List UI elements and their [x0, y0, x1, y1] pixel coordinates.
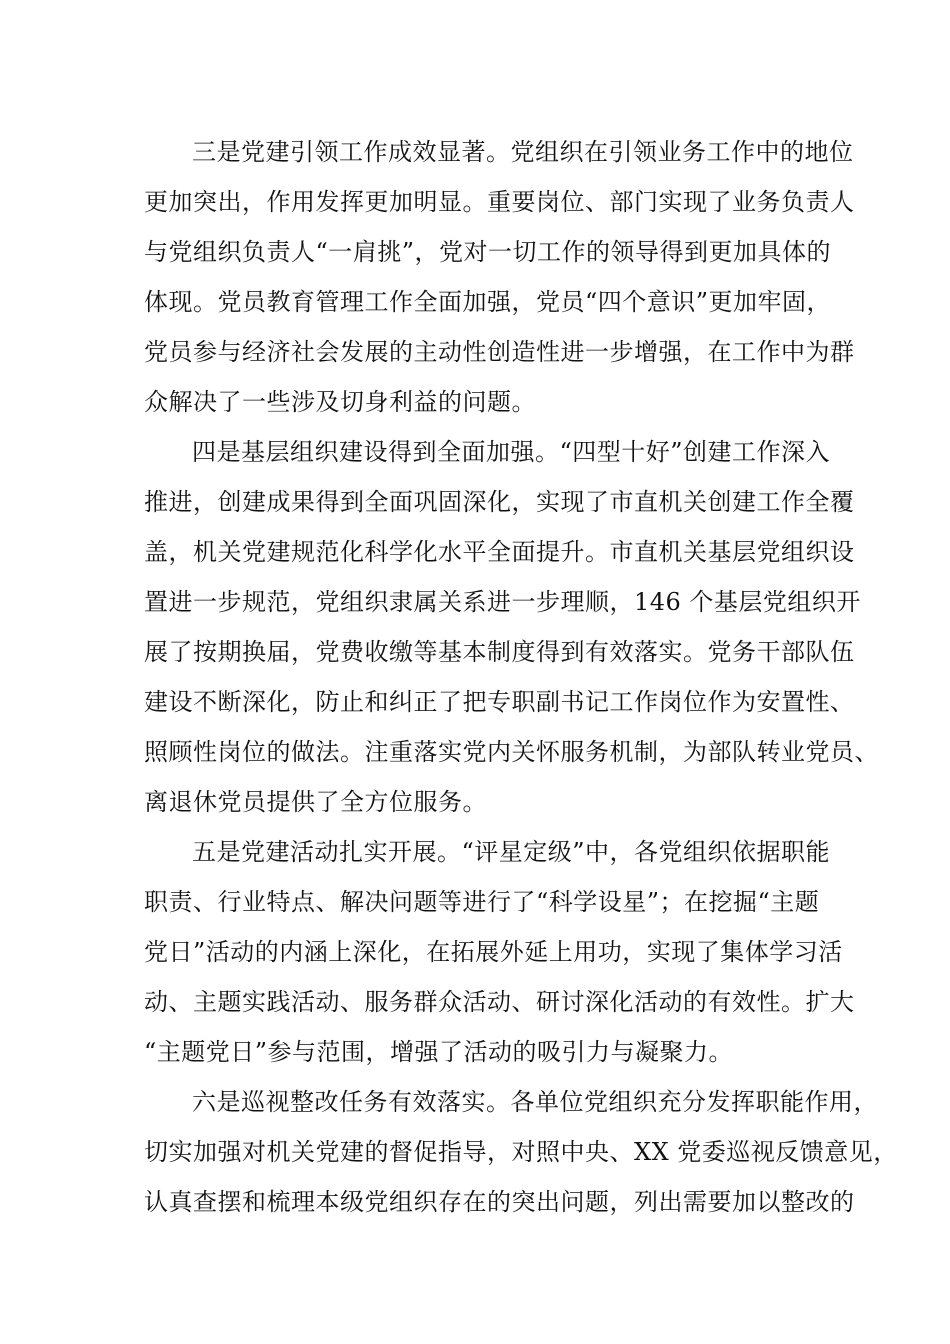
text-line: 推进，创建成果得到全面巩固深化，实现了市直机关创建工作全覆 [144, 488, 855, 516]
text-line: 离退休党员提供了全方位服务。 [144, 788, 487, 816]
paragraph-3 [144, 827, 855, 1077]
text-line: 党员参与经济社会发展的主动性创造性进一步增强，在工作中为群 [144, 338, 855, 366]
text-line: 认真查摆和梳理本级党组织存在的突出问题，列出需要加以整改的 [144, 1188, 855, 1216]
paragraph-4 [144, 1077, 898, 1227]
text-line: “主题党日”参与范围，增强了活动的吸引力与凝聚力。 [144, 1038, 734, 1066]
document-body [144, 127, 898, 1227]
text-line: 职责、行业特点、解决问题等进行了“科学设星”；在挖掘“主题 [144, 888, 820, 916]
text-line: 动、主题实践活动、服务群众活动、研讨深化活动的有效性。扩大 [144, 988, 855, 1016]
text-line: 党日”活动的内涵上深化，在拓展外延上用功，实现了集体学习活 [144, 938, 843, 966]
text-line: 四是基层组织建设得到全面加强。“四型十好”创建工作深入 [192, 438, 831, 466]
text-line: 展了按期换届，党费收缴等基本制度得到有效落实。党务干部队伍 [144, 638, 855, 666]
text-line: 与党组织负责人“一肩挑”，党对一切工作的领导得到更加具体的 [144, 238, 832, 266]
paragraph-1 [144, 127, 855, 427]
text-line: 切实加强对机关党建的督促指导，对照中央、XX 党委巡视反馈意见， [144, 1138, 898, 1166]
text-line: 五是党建活动扎实开展。“评星定级”中，各党组织依据职能 [192, 838, 831, 866]
paragraph-2 [144, 427, 879, 827]
text-line: 置进一步规范，党组织隶属关系进一步理顺，146 个基层党组织开 [144, 588, 861, 616]
text-line: 更加突出，作用发挥更加明显。重要岗位、部门实现了业务负责人 [144, 188, 855, 216]
text-line: 六是巡视整改任务有效落实。各单位党组织充分发挥职能作用， [192, 1088, 878, 1116]
text-line: 三是党建引领工作成效显著。党组织在引领业务工作中的地位 [192, 138, 854, 166]
text-line: 众解决了一些涉及切身利益的问题。 [144, 388, 536, 416]
text-line: 盖，机关党建规范化科学化水平全面提升。市直机关基层党组织设 [144, 538, 855, 566]
text-line: 照顾性岗位的做法。注重落实党内关怀服务机制，为部队转业党员、 [144, 738, 879, 766]
text-line: 建设不断深化，防止和纠正了把专职副书记工作岗位作为安置性、 [144, 688, 855, 716]
text-line: 体现。党员教育管理工作全面加强，党员“四个意识”更加牢固， [144, 288, 832, 316]
